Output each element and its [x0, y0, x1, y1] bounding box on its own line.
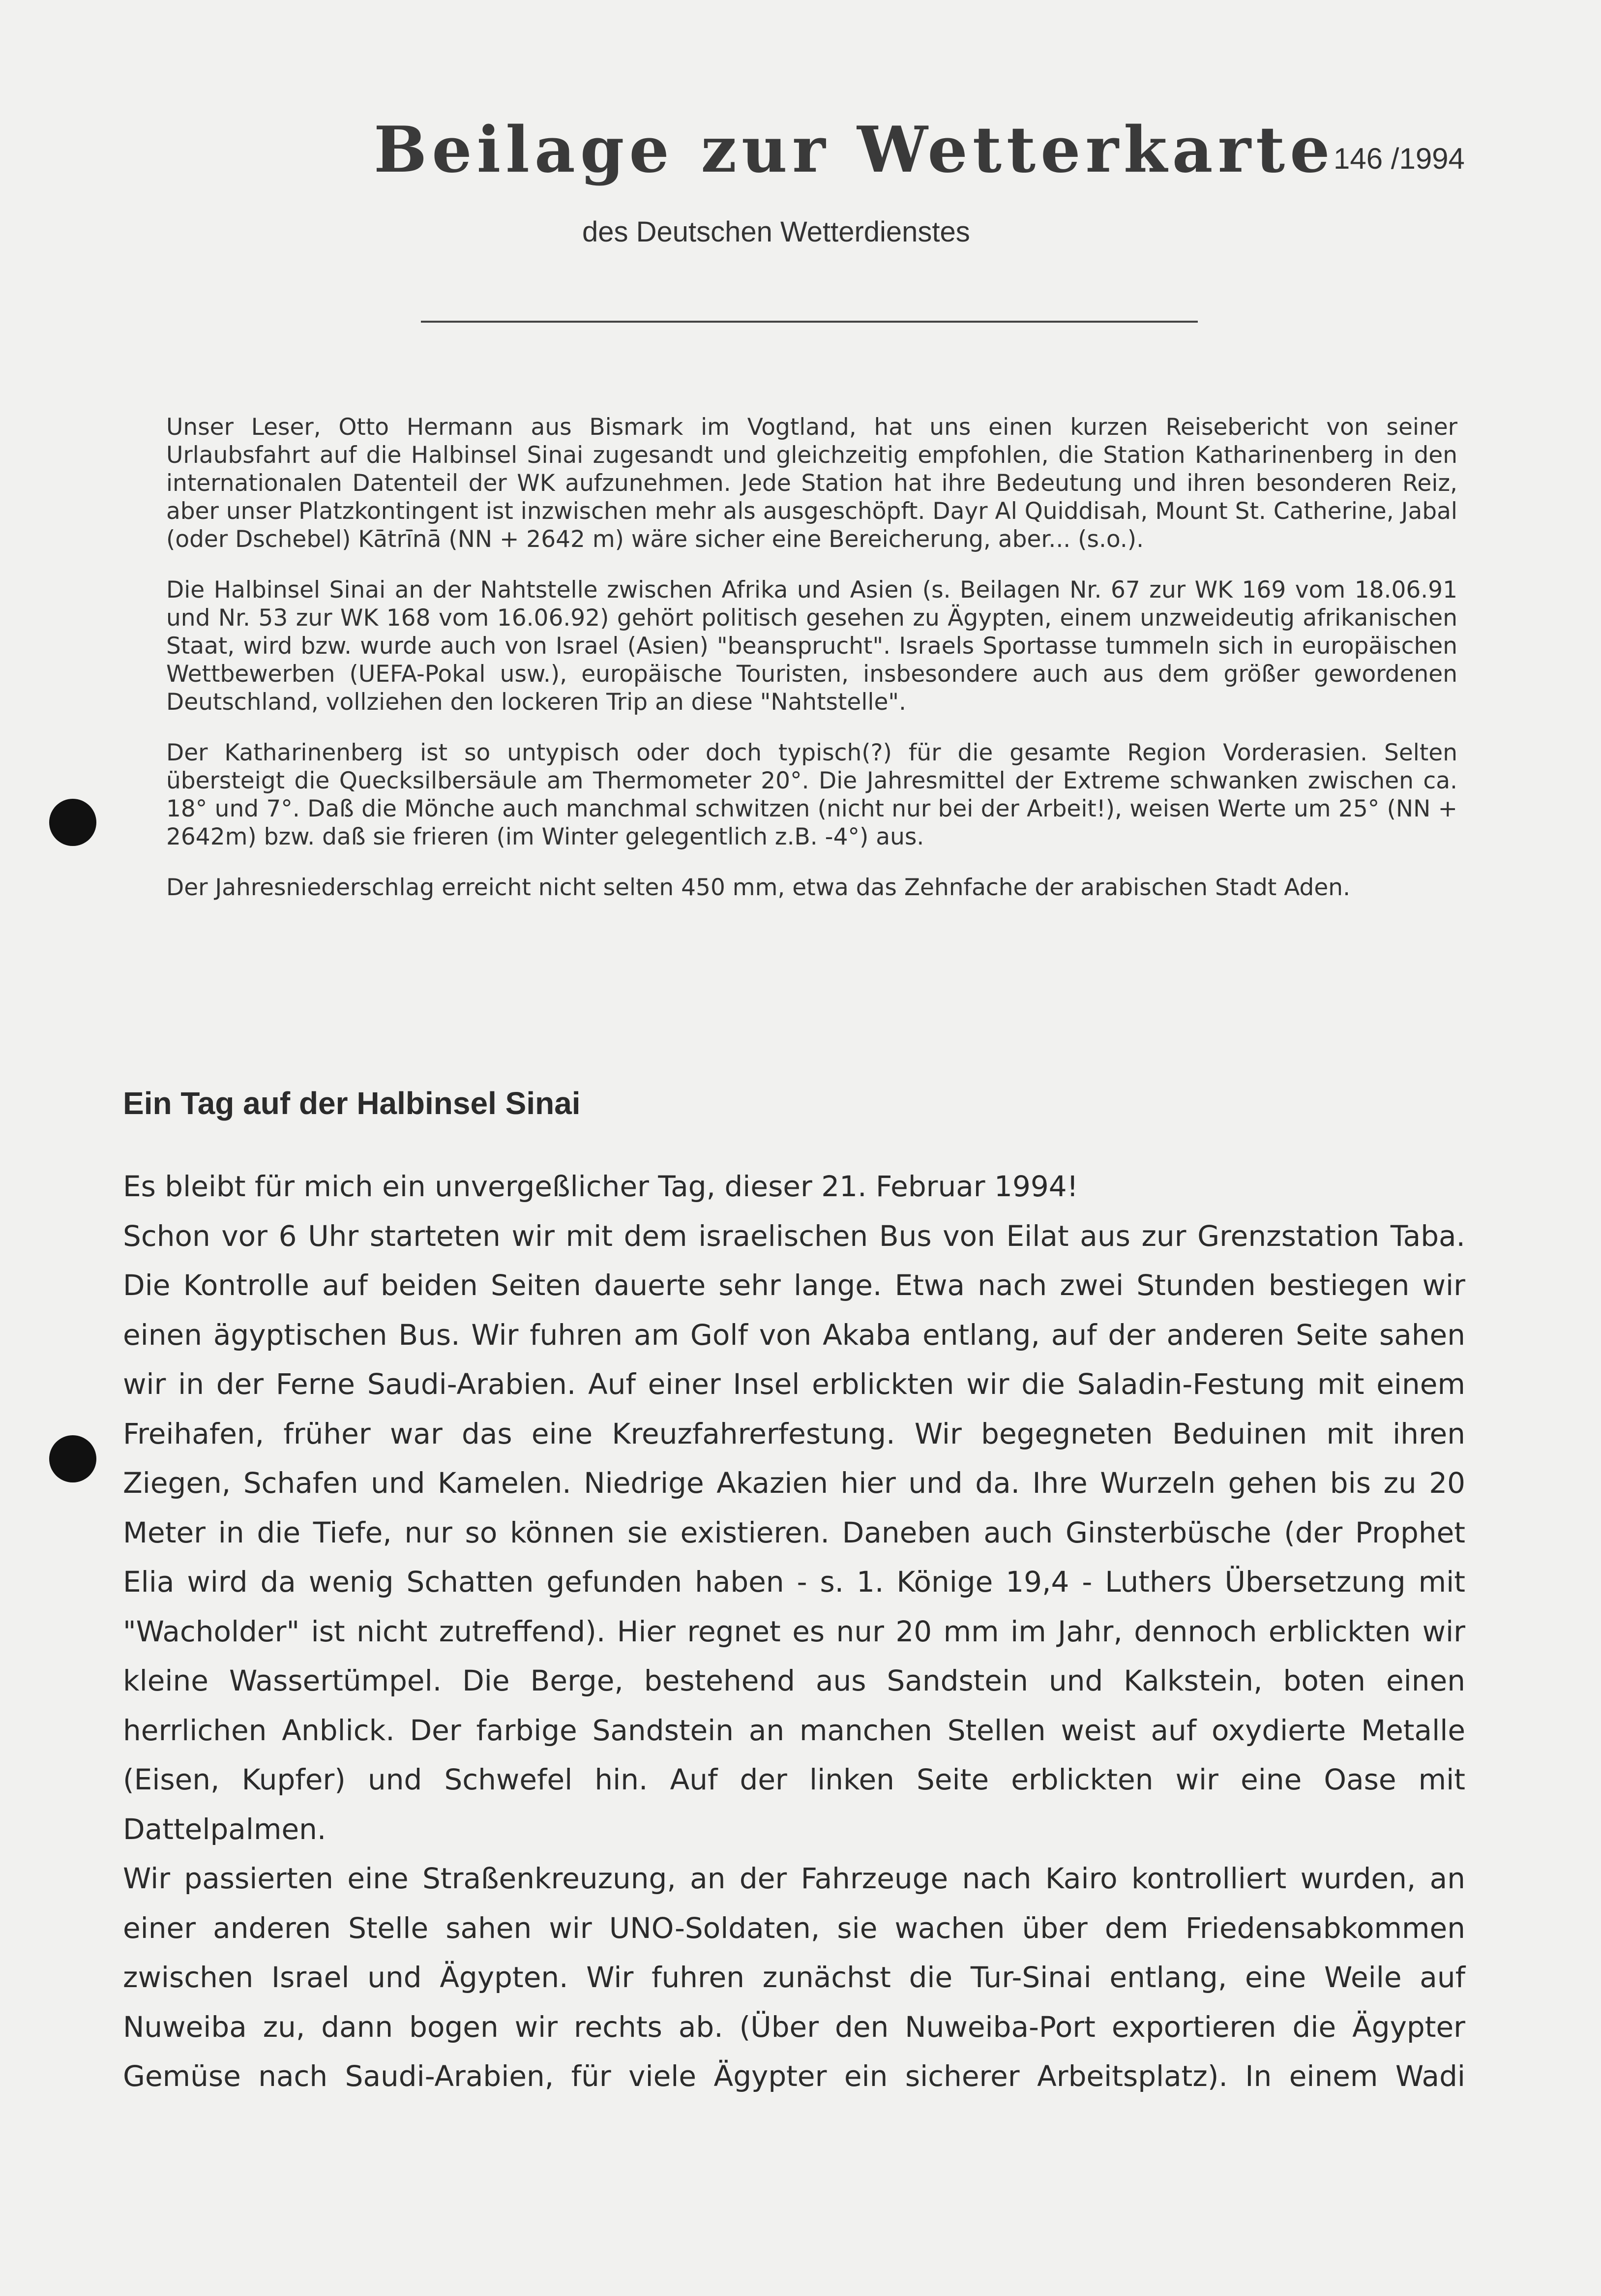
story-paragraph: Wir passierten eine Straßenkreuzung, an der Fahrzeuge nach Kairo kontrolliert wurden, an einer anderen Stelle sahen wir UNO-Soldaten, sie wachen über dem Friedensabkommen zwischen Israel und Ägypten. Wir fuhren zunächst die Tur-Sinai entlang, eine Weile auf Nuweiba zu, dann bogen wir rechts ab. (Über den Nuweiba-Port exportieren die Ägypter Gemüse nach Saudi-Arabien, für viele Ägypter ein sicherer Arbeitsplatz). In einem Wadi	[123, 1862, 1465, 2093]
intro-paragraph: Unser Leser, Otto Hermann aus Bismark im Vogtland, hat uns einen kurzen Reisebericht von seiner Urlaubsfahrt auf die Halbinsel Sinai zugesandt und gleichzeitig empfohlen, die Station Katharinenberg in den internationalen Datenteil der WK aufzunehmen. Jede Station hat ihre Bedeutung und ihren besonderen Reiz, aber unser Platzkontingent ist inzwischen mehr als ausgeschöpft. Dayr Al Quiddisah, Mount St. Catherine, Jabal (oder Dschebel) Kātrīnā (NN + 2642 m) wäre sicher eine Bereicherung, aber... (s.o.).	[166, 414, 1457, 553]
document-title: Beilage zur Wetterkarte	[374, 113, 1335, 187]
story-heading: Ein Tag auf der Halbinsel Sinai	[123, 1086, 581, 1121]
document-subtitle: des Deutschen Wetterdienstes	[582, 216, 970, 248]
punch-hole	[49, 1435, 96, 1482]
punch-hole	[49, 799, 96, 846]
intro-section	[166, 413, 1457, 924]
issue-number: 146 /1994	[1334, 142, 1465, 175]
story-paragraph: Schon vor 6 Uhr starteten wir mit dem israelischen Bus von Eilat aus zur Grenzstation Taba. Die Kontrolle auf beiden Seiten dauerte sehr lange. Etwa nach zwei Stunden bestiegen wir einen ägyptischen Bus. Wir fuhren am Golf von Akaba entlang, auf der anderen Seite sahen wir in der Ferne Saudi-Arabien. Auf einer Insel erblickten wir die Saladin-Festung mit einem Freihafen, früher war das eine Kreuzfahrerfestung. Wir begegneten Beduinen mit ihren Ziegen, Schafen und Kamelen. Niedrige Akazien hier und da. Ihre Wurzeln gehen bis zu 20 Meter in die Tiefe, nur so können sie existieren. Daneben auch Ginsterbüsche (der Prophet Elia wird da wenig Schatten gefunden haben - s. 1. Könige 19,4 - Luthers Übersetzung mit "Wacholder" ist nicht zutreffend). Hier regnet es nur 20 mm im Jahr, dennoch erblickten wir kleine Wassertümpel. Die Berge, bestehend aus Sandstein und Kalkstein, boten einen herrlichen Anblick. Der farbige Sandstein an manchen Stellen weist auf oxydierte Metalle (Eisen, Kupfer) und Schwefel hin. Auf der linken Seite erblickten wir eine Oase mit Dattelpalmen.	[123, 1219, 1465, 1846]
story-paragraph: Es bleibt für mich ein unvergeßlicher Tag, dieser 21. Februar 1994!	[123, 1170, 1078, 1203]
intro-paragraph: Die Halbinsel Sinai an der Nahtstelle zwischen Afrika und Asien (s. Beilagen Nr. 67 zur WK 169 vom 18.06.91 und Nr. 53 zur WK 168 vom 16.06.92) gehört politisch gesehen zu Ägypten, einem unzweideutig afrikanischen Staat, wird bzw. wurde auch von Israel (Asien) "beansprucht". Israels Sportasse tummeln sich in europäischen Wettbewerben (UEFA-Pokal usw.), europäische Touristen, insbesondere auch aus dem größer gewordenen Deutschland, vollziehen den lockeren Trip an diese "Nahtstelle".	[166, 576, 1457, 716]
story-section	[123, 1162, 1465, 2101]
header-divider	[421, 321, 1198, 323]
intro-paragraph: Der Katharinenberg ist so untypisch oder doch typisch(?) für die gesamte Region Vorderasien. Selten übersteigt die Quecksilbersäule am Thermometer 20°. Die Jahresmittel der Extreme schwanken zwischen ca. 18° und 7°. Daß die Mönche auch manchmal schwitzen (nicht nur bei der Arbeit!), weisen Werte um 25° (NN + 2642m) bzw. daß sie frieren (im Winter gelegentlich z.B. -4°) aus.	[166, 739, 1457, 850]
intro-paragraph: Der Jahresniederschlag erreicht nicht selten 450 mm, etwa das Zehnfache der arabischen Stadt Aden.	[166, 874, 1351, 901]
